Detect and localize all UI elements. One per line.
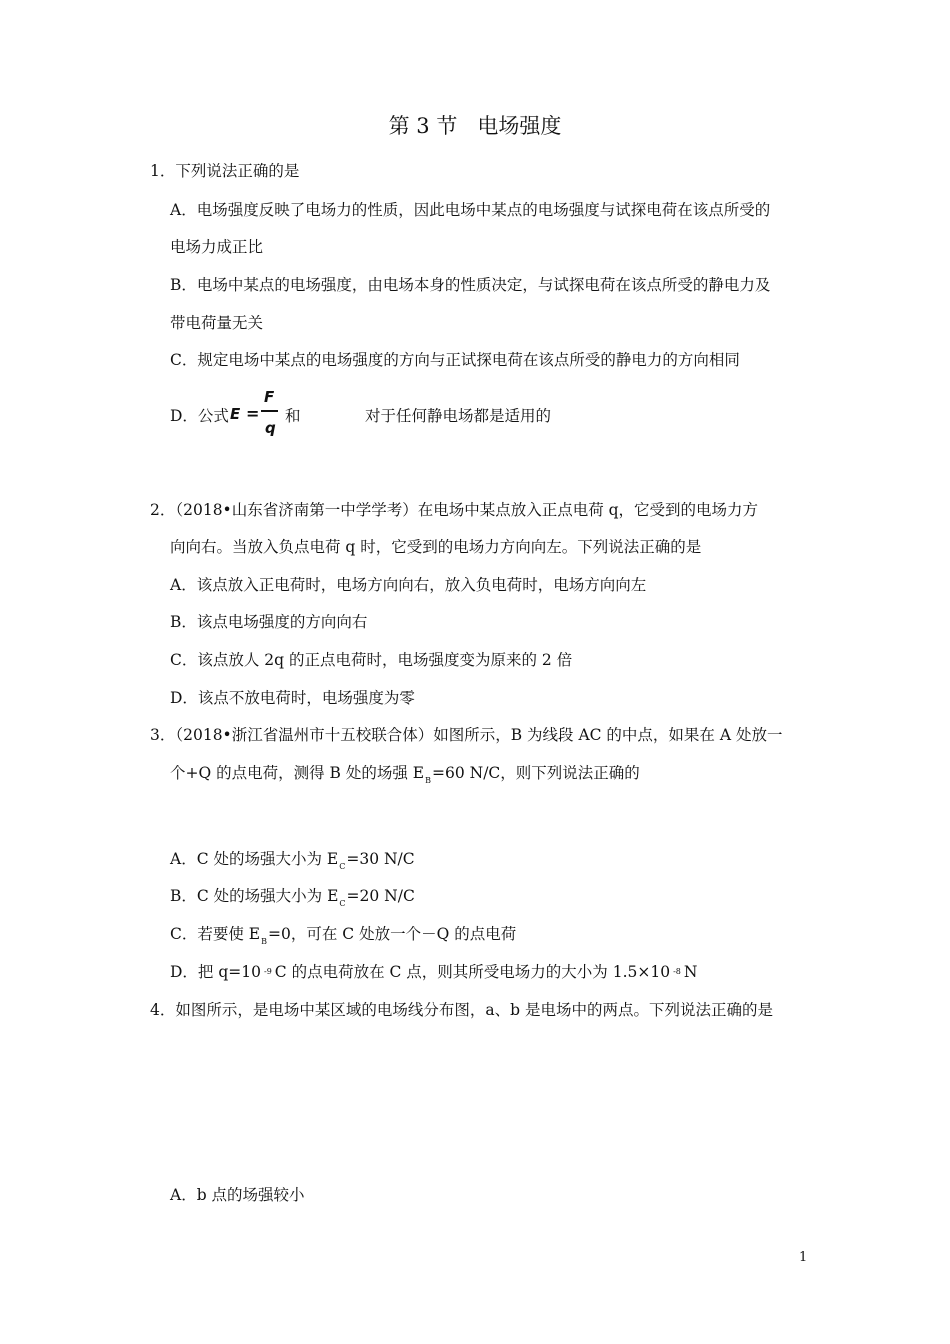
q2-option-d: D．该点不放电荷时，电场强度为零 bbox=[170, 689, 415, 707]
subscript-b: B bbox=[425, 776, 431, 785]
q3-option-b-value: =20 N/C bbox=[346, 887, 415, 905]
formula-lhs: E bbox=[230, 405, 241, 423]
q3-option-c-text: C．若要使 E bbox=[170, 925, 261, 943]
q2-option-c: C．该点放人 2q 的正点电荷时，电场强度变为原来的 2 倍 bbox=[170, 651, 573, 669]
subscript-b: B bbox=[261, 937, 267, 946]
q3-stem-line1: 3．（2018•浙江省温州市十五校联合体）如图所示，B 为线段 AC 的中点，如果在 A 处放一 bbox=[150, 726, 783, 744]
q3-option-d-middle: C 的点电荷放在 C 点，则其所受电场力的大小为 1.5×10 bbox=[274, 963, 671, 981]
q3-option-b-text: B．C 处的场强大小为 E bbox=[170, 887, 339, 905]
page-title: 第 3 节 电场强度 bbox=[388, 114, 562, 138]
q3-option-d-unit: N bbox=[683, 963, 698, 981]
formula-denominator: q bbox=[265, 419, 276, 437]
q3-stem-line2-text: 个+Q 的点电荷，测得 B 处的场强 E bbox=[170, 764, 425, 782]
q3-option-a-text: A．C 处的场强大小为 E bbox=[170, 850, 339, 868]
q3-option-d bbox=[170, 962, 697, 982]
q3-option-c-rest: =0，可在 C 处放一个－Q 的点电荷 bbox=[268, 925, 517, 943]
formula-equals: = bbox=[246, 404, 260, 423]
q3-option-a-value: =30 N/C bbox=[346, 850, 415, 868]
page-number: 1 bbox=[799, 1250, 808, 1265]
formula-numerator: F bbox=[264, 388, 275, 406]
q2-option-a: A．该点放入正电荷时，电场方向向右，放入负电荷时，电场方向向左 bbox=[170, 576, 647, 594]
q2-stem-line2: 向向右。当放入负点电荷 q 时，它受到的电场力方向向左。下列说法正确的是 bbox=[170, 538, 702, 556]
q3-stem-line2-rest: =60 N/C，则下列说法正确的 bbox=[432, 764, 640, 782]
q1-option-b-line2: 带电荷量无关 bbox=[170, 314, 264, 332]
formula-e-equals-f-over-q bbox=[228, 385, 284, 441]
q1-option-b-line1: B．电场中某点的电场强度，由电场本身的性质决定，与试探电荷在该点所受的静电力及 bbox=[170, 276, 771, 294]
subscript-c: C bbox=[339, 862, 346, 871]
q1-option-d-prefix: D．公式 bbox=[170, 407, 229, 425]
exponent-minus-9: -9 bbox=[264, 967, 272, 976]
q1-option-d-and: 和 bbox=[285, 407, 301, 425]
exponent-minus-8: -8 bbox=[673, 967, 681, 976]
q3-stem-line2 bbox=[170, 763, 640, 791]
q2-option-b: B．该点电场强度的方向向右 bbox=[170, 613, 368, 631]
q3-option-c bbox=[170, 924, 516, 952]
q1-option-c: C．规定电场中某点的电场强度的方向与正试探电荷在该点所受的静电力的方向相同 bbox=[170, 351, 740, 369]
q1-option-a-line2: 电场力成正比 bbox=[170, 238, 264, 256]
q1-option-d-suffix: 对于任何静电场都是适用的 bbox=[365, 407, 552, 425]
q3-option-a bbox=[170, 849, 415, 877]
q2-stem-line1: 2．（2018•山东省济南第一中学学考）在电场中某点放入正点电荷 q，它受到的电场力方 bbox=[150, 501, 759, 519]
q3-option-d-text: D．把 q=10 bbox=[170, 963, 261, 981]
q1-option-a-line1: A．电场强度反映了电场力的性质，因此电场中某点的电场强度与试探电荷在该点所受的 bbox=[170, 201, 771, 219]
q1-stem: 1．下列说法正确的是 bbox=[150, 162, 300, 180]
q4-stem: 4．如图所示，是电场中某区域的电场线分布图，a、b 是电场中的两点。下列说法正确的是 bbox=[150, 1001, 773, 1019]
q4-option-a: A．b 点的场强较小 bbox=[170, 1186, 305, 1204]
q3-option-b bbox=[170, 886, 415, 914]
subscript-c: C bbox=[339, 899, 346, 908]
